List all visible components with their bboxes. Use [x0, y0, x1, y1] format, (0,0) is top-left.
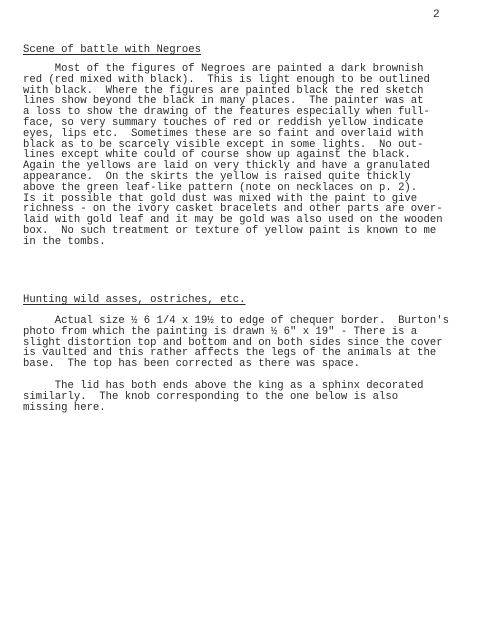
paragraph-line: appearance. On the skirts the yellow is raised quite thickly	[23, 170, 411, 183]
paragraph-line: missing here.	[23, 401, 106, 414]
paragraph-line: Again the yellows are laid on very thickly and have a granulated	[23, 160, 430, 173]
paragraph-line: in the tombs.	[23, 235, 106, 248]
paragraph-line: face, so very summary touches of red or reddish yellow indicate	[23, 116, 424, 129]
section-heading-battle-scene: Scene of battle with Negroes	[23, 44, 202, 56]
paragraph-line: slight distortion top and bottom and on both sides since the cover	[23, 336, 443, 349]
paragraph-line: box. No such treatment or texture of yellow paint is known to me	[23, 224, 437, 237]
paragraph-line: a loss to show the drawing of the features especially when full-	[23, 106, 430, 119]
paragraph-line: eyes, lips etc. Sometimes these are so faint and overlaid with	[23, 127, 424, 140]
paragraph-line: Actual size ½ 6 1/4 x 19½ to edge of chequer border. Burton's	[23, 315, 449, 327]
paragraph-line: The lid has both ends above the king as a sphinx decorated	[23, 380, 424, 392]
paragraph-line: photo from which the painting is drawn ½ 6" x 19" - There is a	[23, 325, 418, 338]
battle-scene-paragraph	[23, 64, 478, 248]
paragraph-line: above the green leaf-like pattern (note on necklaces on p. 2).	[23, 181, 418, 194]
page-number: 2	[433, 9, 440, 21]
paragraph-line: red (red mixed with black). This is light enough to be outlined	[23, 73, 430, 86]
paragraph-line: richness - on the ivory casket bracelets and other parts are over-	[23, 203, 443, 216]
paragraph-line: black as to be scarcely visible except in some lights. No out-	[23, 138, 424, 151]
hunting-scene-size-paragraph	[23, 316, 478, 370]
paragraph-line: similarly. The knob corresponding to the one below is also	[23, 390, 399, 403]
paragraph-line: Most of the figures of Negroes are painted a dark brownish	[23, 63, 424, 75]
paragraph-line: Is it possible that gold dust was mixed with the paint to give	[23, 192, 418, 205]
paragraph-line: with black. Where the figures are painted black the red sketch	[23, 84, 424, 97]
paragraph-line: lines except white could of course show up against the black.	[23, 149, 411, 162]
hunting-scene-lid-paragraph	[23, 381, 478, 413]
paragraph-line: is vaulted and this rather affects the legs of the animals at the	[23, 347, 437, 360]
section-heading-hunting-scene: Hunting wild asses, ostriches, etc.	[23, 294, 246, 306]
paragraph-line: laid with gold leaf and it may be gold was also used on the wooden	[23, 214, 443, 227]
paragraph-line: lines show beyond the black in many places. The painter was at	[23, 95, 424, 108]
paragraph-line: base. The top has been corrected as there was space.	[23, 358, 360, 371]
